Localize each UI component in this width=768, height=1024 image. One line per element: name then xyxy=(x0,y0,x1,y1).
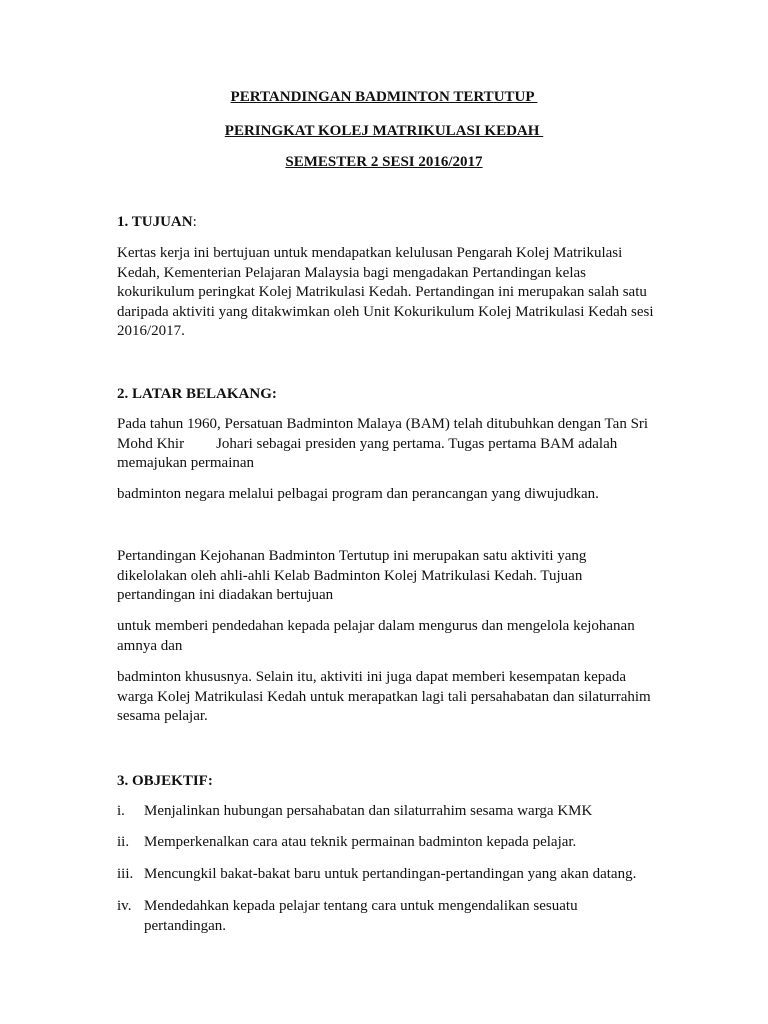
section-3-heading: 3. OBJEKTIF: xyxy=(117,773,213,789)
section-1-heading xyxy=(117,212,197,232)
objective-item-text: Menjalinkan hubungan persahabatan dan silaturrahim sesama warga KMK xyxy=(144,803,593,819)
document-title-line-2: PERINGKAT KOLEJ MATRIKULASI KEDAH xyxy=(224,123,544,139)
document-title-line-1: PERTANDINGAN BADMINTON TERTUTUP xyxy=(230,89,538,105)
section-1-paragraph: Kertas kerja ini bertujuan untuk mendapatkan kelulusan Pengarah Kolej Matrikulasi Kedah, Kementerian Pelajaran Malaysia bagi mengadakan Pertandingan kelas kokurikulum peringkat Kolej Matrikulasi Kedah. Pertandingan ini merupakan salah satu daripada aktiviti yang ditakwimkan oleh Unit Kokurikulum Kolej Matrikulasi Kedah sesi 2016/2017. xyxy=(117,245,654,339)
section-2-heading: 2. LATAR BELAKANG: xyxy=(117,386,277,402)
section-2-paragraph-3: Pertandingan Kejohanan Badminton Tertutup ini merupakan satu aktiviti yang dikelolakan oleh ahli-ahli Kelab Badminton Kolej Matrikulasi Kedah. Tujuan pertandingan ini diadakan bertujuan xyxy=(117,548,587,603)
section-2-paragraph-4: untuk memberi pendedahan kepada pelajar dalam mengurus dan mengelola kejohanan amnya dan xyxy=(117,618,635,654)
objective-item-number: i. xyxy=(117,803,125,819)
objective-item-number: iii. xyxy=(117,866,134,882)
section-1-heading-text: 1. TUJUAN xyxy=(117,214,193,230)
objective-item-text: Memperkenalkan cara atau teknik permainan badminton kepada pelajar. xyxy=(144,834,577,850)
section-2-paragraph-2: badminton negara melalui pelbagai program dan perancangan yang diwujudkan. xyxy=(117,486,599,502)
section-1-heading-colon: : xyxy=(192,214,197,230)
objective-item-text: Mencungkil bakat-bakat baru untuk pertandingan-pertandingan yang akan datang. xyxy=(144,866,637,882)
objective-item-number: iv. xyxy=(117,898,132,914)
objective-item-number: ii. xyxy=(117,834,130,850)
objective-item-text: Mendedahkan kepada pelajar tentang cara untuk mengendalikan sesuatu pertandingan. xyxy=(144,898,578,934)
section-2-paragraph-1-part-1: Pada tahun 1960, Persatuan Badminton Malaya (BAM) telah ditubuhkan dengan Tan Sri Mohd Khir xyxy=(117,416,649,452)
section-2-paragraph-5: badminton khususnya. Selain itu, aktiviti ini juga dapat memberi kesempatan kepada warga Kolej Matrikulasi Kedah untuk merapatkan lagi tali persahabatan dan silaturrahim sesama pelajar. xyxy=(117,669,651,724)
section-2-paragraph-1-part-2: Johari sebagai presiden yang pertama. Tugas pertama BAM adalah memajukan permainan xyxy=(117,435,618,471)
document-title-line-3: SEMESTER 2 SESI 2016/2017 xyxy=(285,154,483,170)
section-2-paragraph-1 xyxy=(117,415,657,474)
